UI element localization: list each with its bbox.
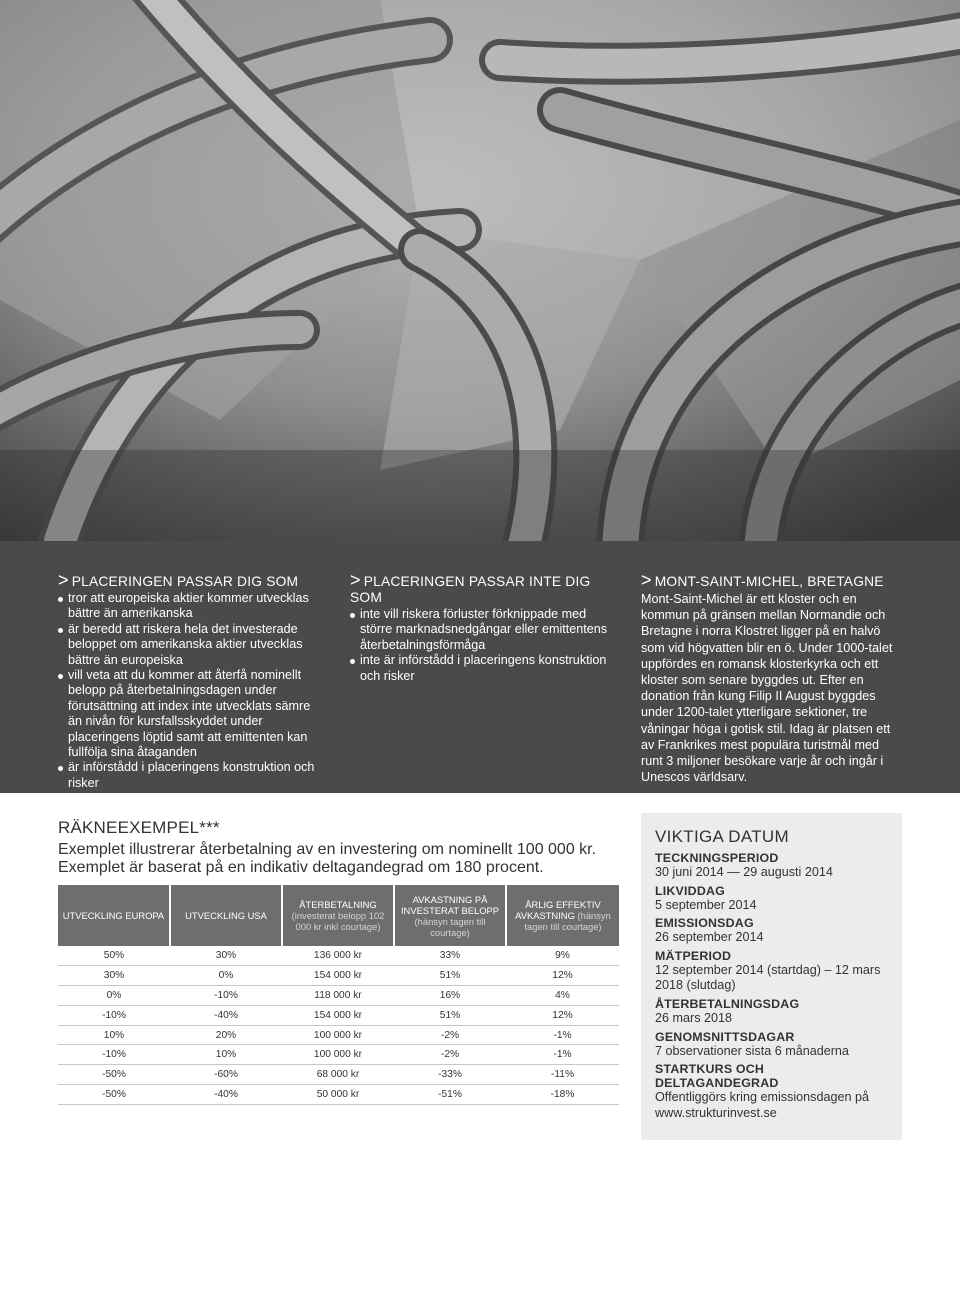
calc-description: Exemplet illustrerar återbetalning av en investering om nominellt 100 000 kr. Exemplet är baserat på en indikativ deltagandegrad om 180 procent. [58, 841, 597, 876]
list-item: tror att europeiska aktier kommer utvecklas bättre än amerikanska [58, 591, 320, 622]
table-cell: -33% [394, 1065, 506, 1085]
table-cell: -1% [506, 1045, 619, 1065]
info-band [0, 541, 960, 793]
suits-you-box [58, 572, 320, 791]
suits-you-list [58, 591, 320, 791]
table-cell: 12% [506, 1005, 619, 1025]
date-entry: MÄTPERIOD 12 september 2014 (startdag) – 12 mars 2018 (slutdag) [655, 948, 881, 993]
table-cell: -2% [394, 1045, 506, 1065]
table-cell: 4% [506, 986, 619, 1006]
important-dates-box [641, 813, 902, 1140]
table-cell: -60% [170, 1065, 282, 1085]
list-item: inte är införstådd i placeringens konstruktion och risker [350, 653, 618, 684]
table-row [58, 966, 619, 986]
table-cell: 16% [394, 986, 506, 1006]
list-item: vill veta att du kommer att återfå nominellt belopp på återbetalningsdagen under förutsättning att index inte utvecklats sämre än nivån för kursfallsskyddet under placeringens löptid samt att emittenten kan fullfölja sina åtaganden [58, 668, 320, 760]
table-cell: 30% [58, 966, 170, 986]
vaulted-ceiling-photo [0, 0, 960, 541]
table-cell: 50 000 kr [282, 1085, 394, 1105]
table-cell: 12% [506, 966, 619, 986]
date-entry: TECKNINGSPERIOD 30 juni 2014 — 29 augusti 2014 [655, 851, 833, 879]
column-header: ÅRLIG EFFEKTIV AVKASTNING (hänsyn tagen till courtage) [506, 885, 619, 946]
table-cell: 30% [170, 946, 282, 966]
arrow-right-icon: > [350, 570, 361, 590]
table-cell: 10% [58, 1025, 170, 1045]
table-cell: 154 000 kr [282, 966, 394, 986]
column-header: AVKASTNING PÅ INVESTERAT BELOPP (hänsyn tagen till courtage) [394, 885, 506, 946]
table-row [58, 1065, 619, 1085]
table-cell: 9% [506, 946, 619, 966]
column-header: UTVECKLING EUROPA [58, 885, 170, 946]
column-header: ÅTERBETALNING (investerat belopp 102 000 kr inkl courtage) [282, 885, 394, 946]
location-box [641, 572, 903, 785]
table-cell: 68 000 kr [282, 1065, 394, 1085]
suits-you-heading: > PLACERINGEN PASSAR DIG SOM [58, 570, 299, 590]
table-cell: -50% [58, 1085, 170, 1105]
table-cell: -50% [58, 1065, 170, 1085]
table-cell: -18% [506, 1085, 619, 1105]
table-row [58, 1085, 619, 1105]
date-entry: GENOMSNITTSDAGAR 7 observationer sista 6 månaderna [655, 1029, 849, 1058]
table-cell: 10% [170, 1045, 282, 1065]
location-text: Mont-Saint-Michel är ett kloster och en kommun på gränsen mellan Normandie och Bretagne i norra Klostret ligger på en halvö som vid högvatten blir en ö. Under 1000-talet uppfördes en romansk klosterkyrka och ett kloster som senare byggdes ut. Efter en donation från kung Filip II August byggdes under 1200-talet ytterligare sektioner, tre våningar höga i gotisk stil. Idag är platsen ett av Frankrikes mest populära turistmål med runt 3 miljoner besökare varje år och ingår i Unescos världsarv. [641, 592, 893, 785]
table-cell: 33% [394, 946, 506, 966]
location-heading: > MONT-SAINT-MICHEL, BRETAGNE [641, 570, 884, 590]
list-item: inte vill riskera förluster förknippade med större marknadsnedgångar eller emittentens återbetalningsförmåga [350, 607, 618, 653]
table-cell: -40% [170, 1005, 282, 1025]
table-row [58, 1005, 619, 1025]
arrow-right-icon: > [641, 570, 652, 590]
table-cell: -40% [170, 1085, 282, 1105]
calc-table [58, 885, 619, 1105]
table-cell: -1% [506, 1025, 619, 1045]
table-cell: 0% [170, 966, 282, 986]
table-cell: 118 000 kr [282, 986, 394, 1006]
table-cell: 20% [170, 1025, 282, 1045]
table-cell: 50% [58, 946, 170, 966]
list-item: är beredd att riskera hela det investerade beloppet om amerikanska aktier utvecklas bättre än europeiska [58, 622, 320, 668]
column-header: UTVECKLING USA [170, 885, 282, 946]
calc-title: RÄKNEEXEMPEL*** [58, 818, 220, 837]
table-cell: -10% [58, 1005, 170, 1025]
table-row [58, 986, 619, 1006]
not-suits-you-list [350, 607, 618, 684]
calculation-example [58, 818, 618, 877]
list-item: är införstådd i placeringens konstruktion och risker [58, 760, 320, 791]
date-entry: EMISSIONSDAG 26 september 2014 [655, 916, 764, 945]
table-cell: -51% [394, 1085, 506, 1105]
table-cell: -2% [394, 1025, 506, 1045]
arrow-right-icon: > [58, 570, 69, 590]
table-cell: 0% [58, 986, 170, 1006]
table-cell: 100 000 kr [282, 1045, 394, 1065]
date-entry: ÅTERBETALNINGSDAG 26 mars 2018 [655, 996, 800, 1025]
table-row [58, 1045, 619, 1065]
table-cell: 51% [394, 1005, 506, 1025]
table-row [58, 946, 619, 966]
table-cell: -10% [58, 1045, 170, 1065]
date-entry: LIKVIDDAG 5 september 2014 [655, 883, 757, 912]
table-row [58, 1025, 619, 1045]
table-cell: 154 000 kr [282, 1005, 394, 1025]
table-cell: -11% [506, 1065, 619, 1085]
not-suits-you-box [350, 572, 618, 684]
date-entry: STARTKURS OCH DELTAGANDEGRAD Offentliggörs kring emissionsdagen på www.strukturinvest.se [655, 1062, 869, 1120]
table-cell: 100 000 kr [282, 1025, 394, 1045]
table-cell: 51% [394, 966, 506, 986]
table-cell: -10% [170, 986, 282, 1006]
table-header-row [58, 885, 619, 946]
table-cell: 136 000 kr [282, 946, 394, 966]
not-suits-you-heading: > PLACERINGEN PASSAR INTE DIG SOM [350, 570, 591, 605]
dates-title: VIKTIGA DATUM [655, 827, 789, 846]
